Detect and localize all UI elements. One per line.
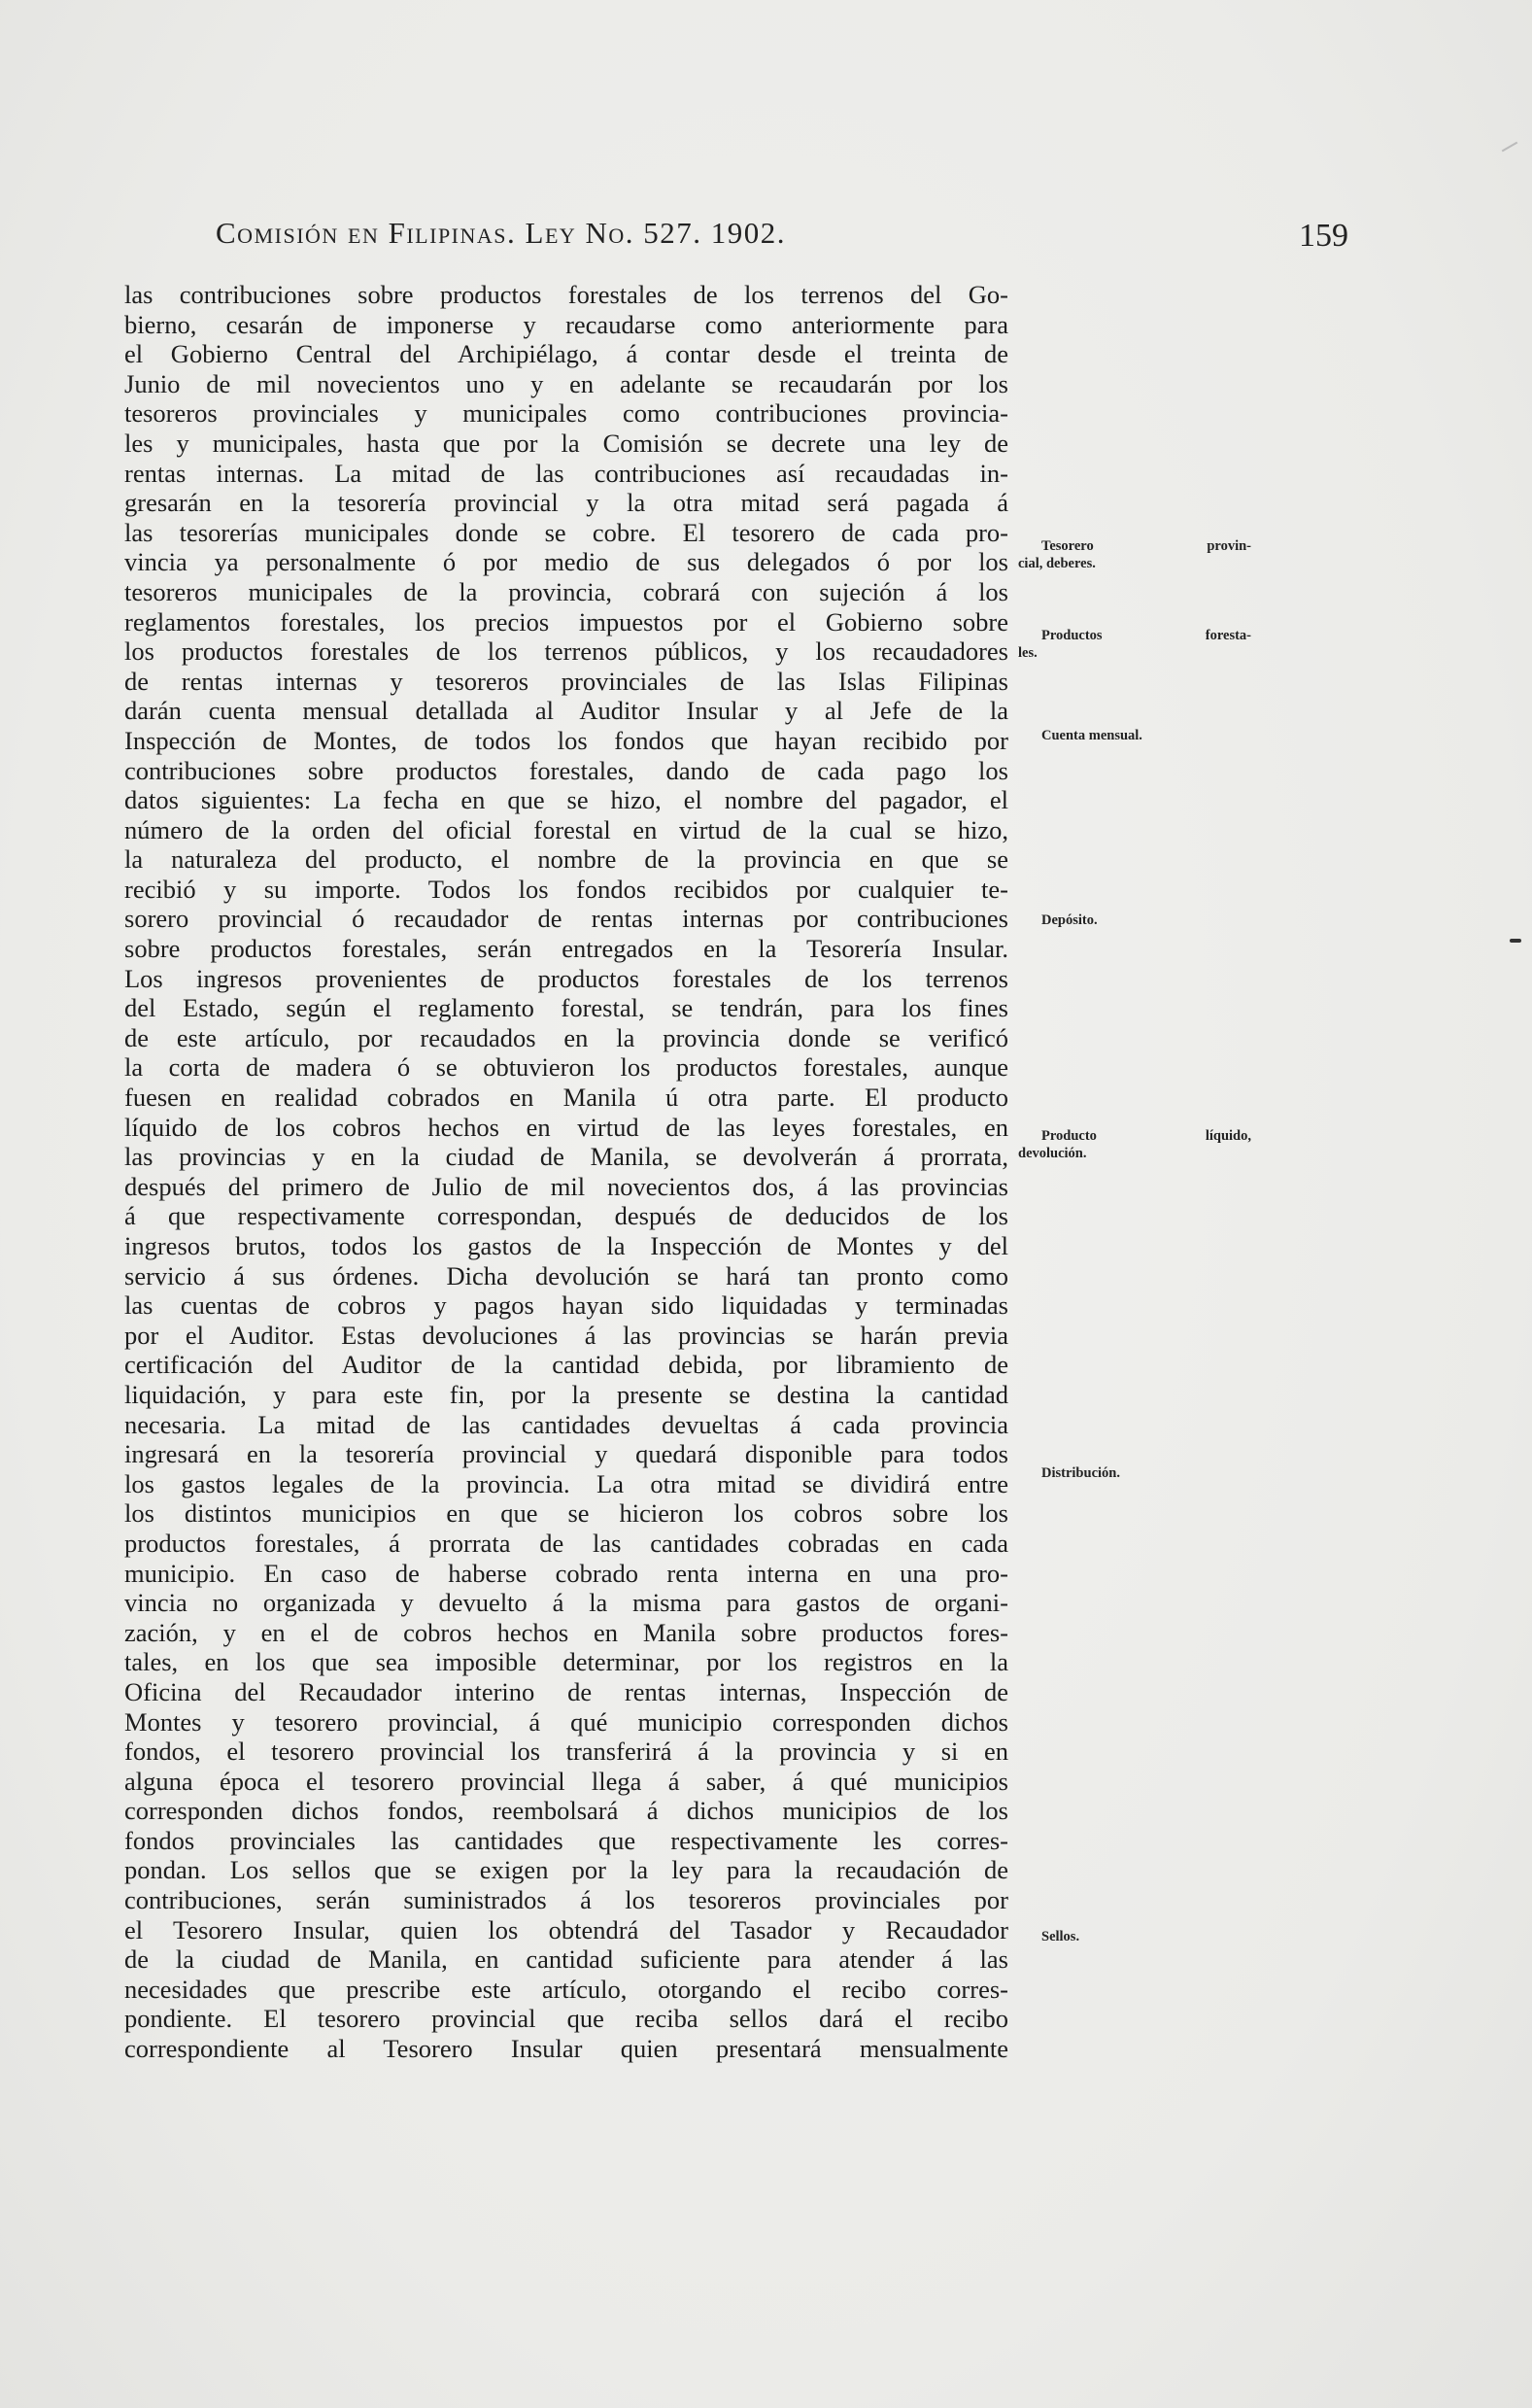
text-line: reglamentos forestales, los precios impuestos por el Gobierno sobre [124,606,1008,636]
text-line: contribuciones, serán suministrados á los tesoreros provinciales por [124,1885,1008,1915]
text-line: rentas internas. La mitad de las contribuciones así recaudadas in- [124,458,1008,488]
margin-note-tesorero [1018,537,1251,572]
margin-note-producto-liquido [1018,1127,1251,1162]
text-line: darán cuenta mensual detallada al Auditor Insular y al Jefe de la [124,696,1008,726]
text-line [124,2064,1008,2094]
text-line: gresarán en la tesorería provincial y la otra mitad será pagada á [124,488,1008,518]
text-line: corresponden dichos fondos, reembolsará á dichos municipios de los [124,1796,1008,1826]
margin-note-line: Distribución. [1041,1465,1120,1481]
text-line: el Gobierno Central del Archipiélago, á contar desde el treinta de [124,339,1008,369]
text-line: pondiente. El tesorero provincial que reciba sellos dará el recibo [124,2004,1008,2034]
text-line: por el Auditor. Estas devoluciones á las provincias se harán previa [124,1320,1008,1350]
running-head: Comisión en Filipinas. Ley No. 527. 1902. [216,216,787,250]
scan-artifact [1502,142,1518,153]
margin-note-deposito [1018,912,1251,929]
text-line: los productos forestales de los terrenos públicos, y los recaudadores [124,636,1008,667]
text-line: pondan. Los sellos que se exigen por la ley para la recaudación de [124,1855,1008,1885]
text-line: ingresará en la tesorería provincial y quedará disponible para todos [124,1439,1008,1469]
text-line: las tesorerías municipales donde se cobre. El tesorero de cada pro- [124,517,1008,547]
scan-artifact [1510,939,1521,943]
text-line: recibió y su importe. Todos los fondos recibidos por cualquier te- [124,874,1008,904]
margin-note-line: Producto líquido, [1041,1128,1251,1144]
text-line: número de la orden del oficial forestal en virtud de la cual se hizo, [124,814,1008,844]
text-line: contribuciones sobre productos forestales, dando de cada pago los [124,755,1008,785]
text-line: certificación del Auditor de la cantidad debida, por libramiento de [124,1350,1008,1380]
text-line: municipio. En caso de haberse cobrado renta interna en una pro- [124,1558,1008,1588]
text-line: necesidades que prescribe este artículo, otorgando el recibo corres- [124,1974,1008,2004]
text-line: tales, en los que sea imposible determinar, por los registros en la [124,1647,1008,1677]
text-line: servicio á sus órdenes. Dicha devolución se hará tan pronto como [124,1260,1008,1290]
text-line: productos forestales, á prorrata de las cantidades cobradas en cada [124,1528,1008,1558]
text-line: á que respectivamente correspondan, después de deducidos de los [124,1201,1008,1231]
text-line: líquido de los cobros hechos en virtud de las leyes forestales, en [124,1112,1008,1142]
margin-note-line: Depósito. [1041,912,1098,928]
text-line: sobre productos forestales, serán entregados en la Tesorería Insular. [124,934,1008,964]
text-line: las contribuciones sobre productos forestales de los terrenos del Go- [124,280,1008,309]
margin-note-line: devolución. [1018,1146,1087,1161]
text-line: Los ingresos provenientes de productos forestales de los terrenos [124,963,1008,993]
margin-note-line: Cuenta mensual. [1041,728,1142,743]
margin-note-line: Tesorero provin- [1041,538,1251,554]
text-line: ingresos brutos, todos los gastos de la Inspección de Montes y del [124,1231,1008,1260]
text-line: tesoreros provinciales y municipales como contribuciones provincia- [124,398,1008,429]
text-line: del Estado, según el reglamento forestal, se tendrán, para los fines [124,993,1008,1023]
text-line: necesaria. La mitad de las cantidades devueltas á cada provincia [124,1409,1008,1439]
text-line: zación, y en el de cobros hechos en Manila sobre productos fores- [124,1617,1008,1647]
text-line: fondos, el tesorero provincial los transferirá á la provincia y si en [124,1737,1008,1767]
margin-note-productos [1018,627,1251,662]
text-line: los distintos municipios en que se hicieron los cobros sobre los [124,1498,1008,1529]
text-line: fuesen en realidad cobrados en Manila ú otra parte. El producto [124,1083,1008,1113]
text-line: de rentas internas y tesoreros provinciales de las Islas Filipinas [124,666,1008,696]
text-line: Inspección de Montes, de todos los fondos que hayan recibido por [124,725,1008,755]
text-line: Oficina del Recaudador interino de rentas internas, Inspección de [124,1676,1008,1706]
margin-note-line: Productos foresta- [1041,628,1251,643]
text-line: les y municipales, hasta que por la Comisión se decrete una ley de [124,428,1008,458]
text-line: de este artículo, por recaudados en la provincia donde se verificó [124,1022,1008,1052]
text-line: el Tesorero Insular, quien los obtendrá del Tasador y Recaudador [124,1914,1008,1944]
text-line: la naturaleza del producto, el nombre de la provincia en que se [124,844,1008,875]
margin-note-cuenta [1018,727,1251,744]
text-line: Montes y tesorero provincial, á qué municipio corresponden dichos [124,1706,1008,1737]
text-line: las provincias y en la ciudad de Manila, se devolverán á prorrata, [124,1142,1008,1172]
text-line: bierno, cesarán de imponerse y recaudarse como anteriormente para [124,309,1008,339]
margin-note-sellos [1018,1928,1251,1945]
text-line: las cuentas de cobros y pagos hayan sido liquidadas y terminadas [124,1290,1008,1321]
text-line: tesoreros municipales de la provincia, cobrará con sujeción á los [124,576,1008,606]
margin-note-line: cial, deberes. [1018,556,1096,571]
page-number: 159 [1299,218,1348,254]
text-line: después del primero de Julio de mil novecientos dos, á las provincias [124,1171,1008,1201]
margin-note-distribucion [1018,1464,1251,1482]
text-line: la corta de madera ó se obtuvieron los productos forestales, aunque [124,1052,1008,1083]
text-line: vincia ya personalmente ó por medio de sus delegados ó por los [124,547,1008,577]
text-line: datos siguientes: La fecha en que se hizo, el nombre del pagador, el [124,785,1008,815]
text-line: correspondiente al Tesorero Insular quien presentará mensualmente [124,2034,1008,2064]
margin-note-line: Sellos. [1041,1929,1080,1944]
text-line: sorero provincial ó recaudador de rentas internas por contribuciones [124,904,1008,934]
text-line: alguna época el tesorero provincial llega á saber, á qué municipios [124,1766,1008,1796]
text-line: liquidación, y para este fin, por la presente se destina la cantidad [124,1379,1008,1409]
text-line: vincia no organizada y devuelto á la misma para gastos de organi- [124,1588,1008,1618]
text-line: fondos provinciales las cantidades que respectivamente les corres- [124,1825,1008,1855]
text-line: los gastos legales de la provincia. La otra mitad se dividirá entre [124,1468,1008,1498]
text-line: Junio de mil novecientos uno y en adelante se recaudarán por los [124,368,1008,398]
text-line: de la ciudad de Manila, en cantidad suficiente para atender á las [124,1944,1008,1975]
margin-note-line: les. [1018,645,1038,661]
body-text [124,280,1008,2093]
